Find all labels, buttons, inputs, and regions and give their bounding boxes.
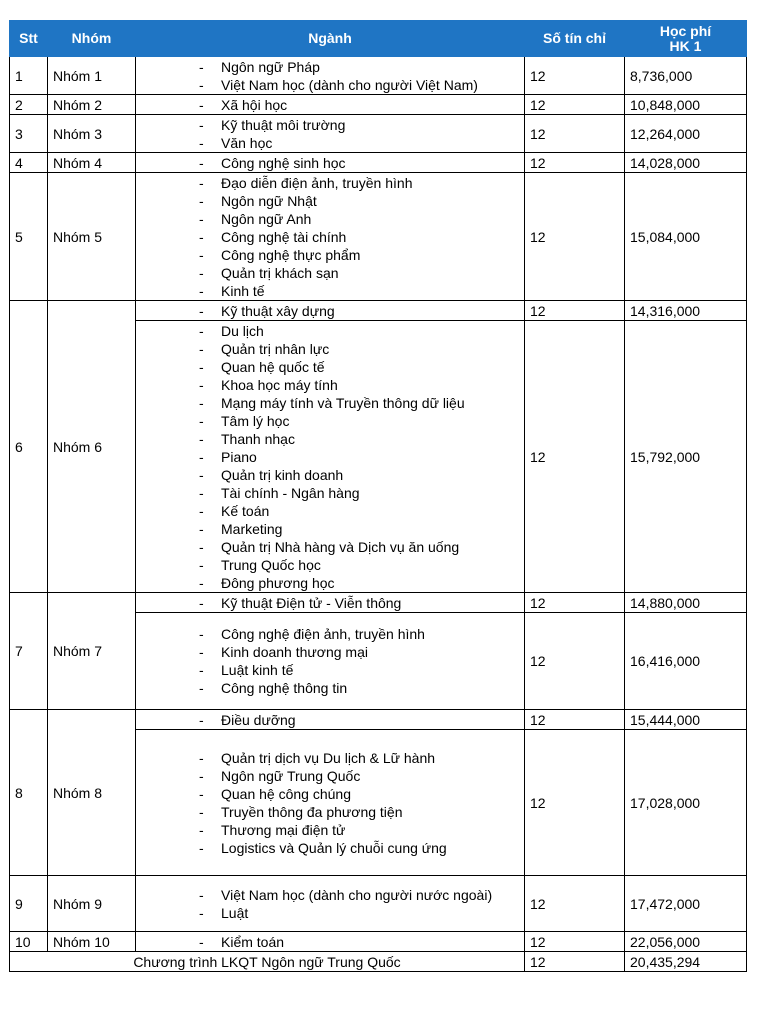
table-footer xyxy=(10,952,747,972)
row-credits: 12 xyxy=(525,173,625,301)
major-name: Đông phương học xyxy=(221,574,335,591)
row-stt: 9 xyxy=(10,876,48,932)
row-fee: 16,416,000 xyxy=(625,613,747,710)
table-row xyxy=(10,876,747,932)
major-list-cell xyxy=(136,932,525,952)
major-name: Quản trị dịch vụ Du lịch & Lữ hành xyxy=(221,749,436,766)
list-dash: - xyxy=(199,662,204,678)
row-fee: 15,084,000 xyxy=(625,173,747,301)
row-stt: 2 xyxy=(10,95,48,115)
row-fee: 14,028,000 xyxy=(625,153,747,173)
list-dash: - xyxy=(199,376,204,393)
row-stt: 5 xyxy=(10,173,48,301)
row-group: Nhóm 7 xyxy=(48,593,136,710)
row-credits: 12 xyxy=(525,153,625,173)
row-fee: 17,028,000 xyxy=(625,730,747,876)
row-stt: 1 xyxy=(10,57,48,95)
major-name: Kinh doanh thương mại xyxy=(221,644,368,660)
major-name: Văn học xyxy=(221,134,273,151)
list-dash: - xyxy=(199,803,204,820)
list-item xyxy=(141,192,519,210)
major-name: Kỹ thuật môi trường xyxy=(221,116,346,133)
list-dash: - xyxy=(199,174,204,191)
major-name: Công nghệ điện ảnh, truyền hình xyxy=(221,626,425,642)
major-name: Ngôn ngữ Anh xyxy=(221,210,312,227)
list-item xyxy=(141,412,519,430)
major-list-cell xyxy=(136,730,525,876)
list-dash: - xyxy=(199,96,204,113)
major-name: Điều dưỡng xyxy=(221,711,296,728)
list-item xyxy=(141,340,519,358)
major-list-cell xyxy=(136,876,525,932)
table-row xyxy=(10,57,747,95)
major-list xyxy=(141,154,519,172)
major-list xyxy=(141,625,519,697)
row-credits: 12 xyxy=(525,57,625,95)
list-item xyxy=(141,430,519,448)
row-group: Nhóm 3 xyxy=(48,115,136,153)
footer-fee: 20,435,294 xyxy=(625,952,747,972)
list-dash: - xyxy=(199,933,204,950)
table-body xyxy=(10,57,747,952)
row-group: Nhóm 1 xyxy=(48,57,136,95)
major-name: Tài chính - Ngân hàng xyxy=(221,484,360,501)
row-credits: 12 xyxy=(525,876,625,932)
list-dash: - xyxy=(199,466,204,483)
list-dash: - xyxy=(199,58,204,75)
list-dash: - xyxy=(199,448,204,465)
list-item xyxy=(141,749,519,767)
list-dash: - xyxy=(199,574,204,591)
major-name: Luật kinh tế xyxy=(221,662,294,678)
list-item xyxy=(141,58,519,76)
list-item xyxy=(141,679,519,697)
major-name: Khoa học máy tính xyxy=(221,376,338,393)
major-name: Ngôn ngữ Pháp xyxy=(221,58,320,75)
major-name: Kiểm toán xyxy=(221,933,285,950)
tuition-table xyxy=(9,20,747,972)
list-item xyxy=(141,264,519,282)
major-name: Trung Quốc học xyxy=(221,556,321,573)
row-stt: 4 xyxy=(10,153,48,173)
list-dash: - xyxy=(199,340,204,357)
list-dash: - xyxy=(199,484,204,501)
major-list xyxy=(141,749,519,857)
list-item xyxy=(141,538,519,556)
major-list xyxy=(141,711,519,729)
row-fee: 14,880,000 xyxy=(625,593,747,613)
major-name: Mạng máy tính và Truyền thông dữ liệu xyxy=(221,394,465,411)
list-dash: - xyxy=(199,134,204,151)
major-list xyxy=(141,933,519,951)
list-dash: - xyxy=(199,154,204,171)
row-fee: 15,792,000 xyxy=(625,321,747,593)
major-name: Công nghệ thực phẩm xyxy=(221,246,361,263)
list-item xyxy=(141,594,519,612)
list-item xyxy=(141,904,519,922)
header-stt: Stt xyxy=(10,21,48,57)
major-name: Công nghệ tài chính xyxy=(221,228,347,245)
table-row xyxy=(10,301,747,321)
major-list xyxy=(141,116,519,152)
list-item xyxy=(141,134,519,152)
major-name: Quản trị khách sạn xyxy=(221,264,339,281)
major-list xyxy=(141,322,519,592)
list-item xyxy=(141,302,519,320)
list-dash: - xyxy=(199,76,204,93)
major-list xyxy=(141,96,519,114)
list-item xyxy=(141,376,519,394)
list-dash: - xyxy=(199,302,204,319)
major-list xyxy=(141,594,519,612)
major-name: Thanh nhạc xyxy=(221,430,295,447)
list-item xyxy=(141,448,519,466)
list-item xyxy=(141,520,519,538)
list-dash: - xyxy=(199,520,204,537)
row-credits: 12 xyxy=(525,710,625,730)
list-item xyxy=(141,625,519,643)
row-credits: 12 xyxy=(525,593,625,613)
major-list-cell xyxy=(136,57,525,95)
major-name: Truyền thông đa phương tiện xyxy=(221,803,403,820)
row-credits: 12 xyxy=(525,613,625,710)
major-list-cell xyxy=(136,173,525,301)
list-item xyxy=(141,574,519,592)
list-dash: - xyxy=(199,886,204,903)
list-dash: - xyxy=(199,192,204,209)
major-name: Kỹ thuật xây dựng xyxy=(221,302,335,319)
row-fee: 15,444,000 xyxy=(625,710,747,730)
row-stt: 8 xyxy=(10,710,48,876)
row-credits: 12 xyxy=(525,115,625,153)
major-name: Thương mại điện tử xyxy=(221,821,346,838)
footer-credits: 12 xyxy=(525,952,625,972)
major-name: Xã hội học xyxy=(221,96,288,113)
row-group: Nhóm 2 xyxy=(48,95,136,115)
header-group: Nhóm xyxy=(48,21,136,57)
list-dash: - xyxy=(199,785,204,802)
footer-program-title: Chương trình LKQT Ngôn ngữ Trung Quốc xyxy=(10,952,525,972)
major-name: Kinh tế xyxy=(221,282,265,299)
list-dash: - xyxy=(199,246,204,263)
major-name: Quan hệ công chúng xyxy=(221,785,351,802)
row-group: Nhóm 9 xyxy=(48,876,136,932)
major-name: Quan hệ quốc tế xyxy=(221,358,325,375)
row-group: Nhóm 4 xyxy=(48,153,136,173)
list-dash: - xyxy=(199,394,204,411)
list-item xyxy=(141,556,519,574)
header-credits: Số tín chỉ xyxy=(525,21,625,57)
major-name: Công nghệ thông tin xyxy=(221,680,348,696)
list-dash: - xyxy=(199,626,204,642)
major-name: Logistics và Quản lý chuỗi cung ứng xyxy=(221,839,447,856)
list-item xyxy=(141,502,519,520)
list-item xyxy=(141,821,519,839)
row-stt: 6 xyxy=(10,301,48,593)
list-item xyxy=(141,116,519,134)
major-name: Quản trị Nhà hàng và Dịch vụ ăn uống xyxy=(221,538,460,555)
major-name: Ngôn ngữ Trung Quốc xyxy=(221,767,361,784)
list-dash: - xyxy=(199,749,204,766)
list-item xyxy=(141,246,519,264)
list-dash: - xyxy=(199,680,204,696)
list-item xyxy=(141,933,519,951)
list-dash: - xyxy=(199,538,204,555)
major-name: Việt Nam học (dành cho người nước ngoài) xyxy=(221,886,493,903)
row-fee: 14,316,000 xyxy=(625,301,747,321)
major-name: Việt Nam học (dành cho người Việt Nam) xyxy=(221,76,478,93)
major-name: Ngôn ngữ Nhật xyxy=(221,192,317,209)
list-item xyxy=(141,210,519,228)
major-list-cell xyxy=(136,593,525,613)
header-major: Ngành xyxy=(136,21,525,57)
list-item xyxy=(141,484,519,502)
major-name: Đạo diễn điện ảnh, truyền hình xyxy=(221,174,413,191)
list-item xyxy=(141,358,519,376)
table-row xyxy=(10,153,747,173)
row-fee: 17,472,000 xyxy=(625,876,747,932)
list-item xyxy=(141,839,519,857)
row-group: Nhóm 5 xyxy=(48,173,136,301)
header-fee-line1: Học phí xyxy=(659,22,712,39)
row-group: Nhóm 6 xyxy=(48,301,136,593)
row-fee: 8,736,000 xyxy=(625,57,747,95)
list-item xyxy=(141,96,519,114)
major-list-cell xyxy=(136,613,525,710)
major-name: Du lịch xyxy=(221,322,264,339)
list-dash: - xyxy=(199,594,204,611)
major-list-cell xyxy=(136,301,525,321)
list-item xyxy=(141,803,519,821)
list-dash: - xyxy=(199,264,204,281)
row-fee: 12,264,000 xyxy=(625,115,747,153)
major-list xyxy=(141,302,519,320)
major-list-cell xyxy=(136,321,525,593)
list-dash: - xyxy=(199,322,204,339)
list-dash: - xyxy=(199,839,204,856)
row-stt: 7 xyxy=(10,593,48,710)
footer-row xyxy=(10,952,747,972)
row-group: Nhóm 10 xyxy=(48,932,136,952)
major-name: Piano xyxy=(221,448,257,465)
list-item xyxy=(141,76,519,94)
major-list-cell xyxy=(136,115,525,153)
list-dash: - xyxy=(199,228,204,245)
list-dash: - xyxy=(199,821,204,838)
major-list-cell xyxy=(136,95,525,115)
row-credits: 12 xyxy=(525,321,625,593)
major-name: Quản trị nhân lực xyxy=(221,340,330,357)
row-fee: 22,056,000 xyxy=(625,932,747,952)
list-dash: - xyxy=(199,116,204,133)
list-item xyxy=(141,394,519,412)
list-dash: - xyxy=(199,767,204,784)
list-item xyxy=(141,785,519,803)
list-item xyxy=(141,154,519,172)
list-item xyxy=(141,886,519,904)
list-item xyxy=(141,322,519,340)
list-item xyxy=(141,228,519,246)
list-dash: - xyxy=(199,282,204,299)
major-name: Marketing xyxy=(221,520,283,537)
list-item xyxy=(141,661,519,679)
major-list xyxy=(141,174,519,300)
row-fee: 10,848,000 xyxy=(625,95,747,115)
table-row xyxy=(10,173,747,301)
list-dash: - xyxy=(199,210,204,227)
table-header xyxy=(10,21,747,57)
list-dash: - xyxy=(199,711,204,728)
list-dash: - xyxy=(199,904,204,921)
major-name: Công nghệ sinh học xyxy=(221,154,346,171)
list-item xyxy=(141,767,519,785)
table-row xyxy=(10,95,747,115)
major-list-cell xyxy=(136,710,525,730)
list-item xyxy=(141,711,519,729)
table-row xyxy=(10,593,747,613)
major-list-cell xyxy=(136,153,525,173)
major-list xyxy=(141,886,519,922)
major-name: Kỹ thuật Điện tử - Viễn thông xyxy=(221,594,402,611)
list-item xyxy=(141,282,519,300)
list-dash: - xyxy=(199,358,204,375)
major-name: Tâm lý học xyxy=(221,412,290,429)
header-fee-line2: HK 1 xyxy=(669,37,702,54)
header-fee xyxy=(625,21,747,57)
list-dash: - xyxy=(199,556,204,573)
list-item xyxy=(141,174,519,192)
table-row xyxy=(10,710,747,730)
list-dash: - xyxy=(199,412,204,429)
row-group: Nhóm 8 xyxy=(48,710,136,876)
list-item xyxy=(141,466,519,484)
list-dash: - xyxy=(199,644,204,660)
major-name: Quản trị kinh doanh xyxy=(221,466,344,483)
list-dash: - xyxy=(199,502,204,519)
major-name: Luật xyxy=(221,904,249,921)
row-credits: 12 xyxy=(525,95,625,115)
row-credits: 12 xyxy=(525,932,625,952)
row-stt: 3 xyxy=(10,115,48,153)
row-credits: 12 xyxy=(525,301,625,321)
row-credits: 12 xyxy=(525,730,625,876)
major-list xyxy=(141,58,519,94)
table-row xyxy=(10,932,747,952)
table-row xyxy=(10,115,747,153)
list-item xyxy=(141,643,519,661)
major-name: Kế toán xyxy=(221,502,270,519)
list-dash: - xyxy=(199,430,204,447)
row-stt: 10 xyxy=(10,932,48,952)
